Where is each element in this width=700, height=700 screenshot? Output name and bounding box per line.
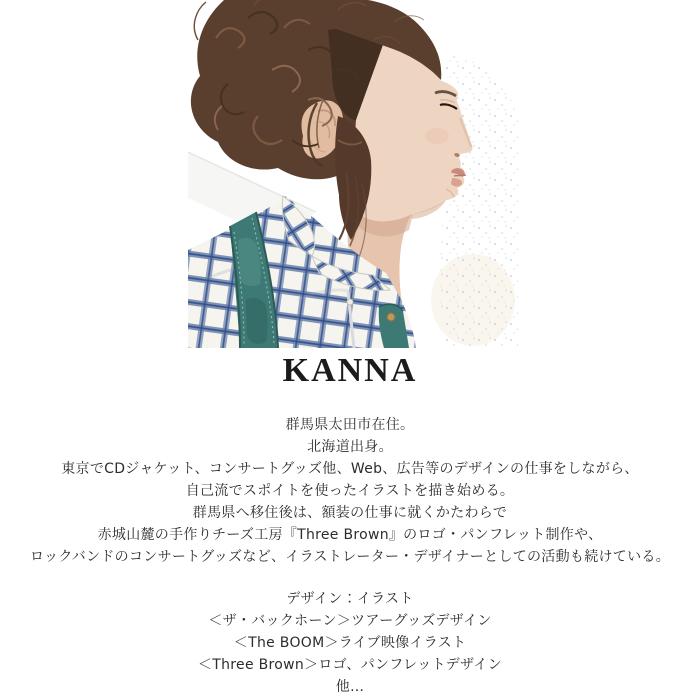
- bio-line: 群馬県太田市在住。: [285, 417, 415, 433]
- credits-text: [0, 588, 700, 698]
- credits-line: ＜The BOOM＞ライブ映像イラスト: [233, 635, 467, 651]
- portrait-photo: [188, 0, 518, 348]
- bio-line: 北海道出身。: [307, 439, 393, 455]
- credits-line: デザイン：イラスト: [286, 591, 414, 607]
- bio-line: 群馬県へ移住後は、額装の仕事に就くかたわらで: [192, 505, 508, 521]
- credits-line: ＜Three Brown＞ロゴ、パンフレットデザイン: [197, 657, 503, 673]
- bio-line: 赤城山麓の手作りチーズ工房『Three Brown』のロゴ・パンフレット制作や、: [97, 527, 603, 543]
- credits-line: ＜ザ・バックホーン＞ツアーグッズデザイン: [208, 613, 492, 629]
- bio-line: 自己流でスポイトを使ったイラストを描き始める。: [185, 483, 515, 499]
- bio-line: ロックバンドのコンサートグッズなど、イラストレーター・デザイナーとしての活動も続けている。: [30, 549, 670, 565]
- bio-text: [0, 414, 700, 568]
- bio-line: 東京でCDジャケット、コンサートグッズ他、Web、広告等のデザインの仕事をしながら、: [61, 461, 639, 477]
- credits-line: 他…: [335, 679, 365, 695]
- page-title: KANNA: [282, 352, 418, 389]
- strap-clasp: [387, 313, 395, 321]
- portrait-illustration: [188, 0, 518, 348]
